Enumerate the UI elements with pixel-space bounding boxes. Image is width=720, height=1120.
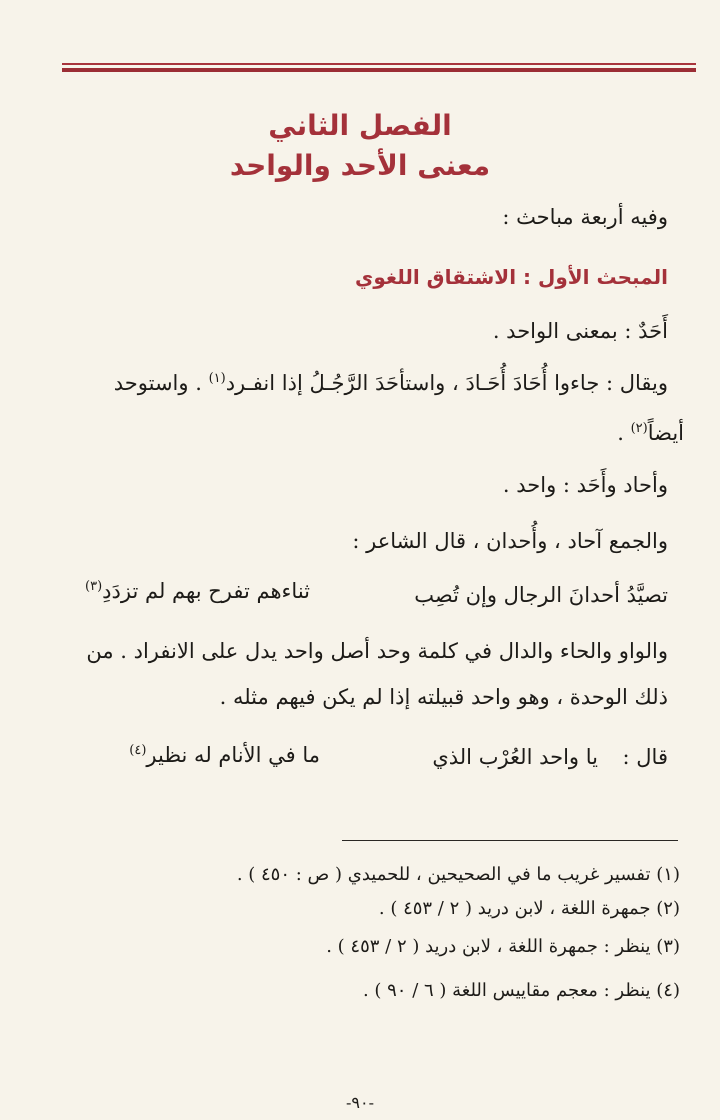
footnote-ref-2: (٢)	[630, 421, 648, 436]
footnote-1: (١) تفسير غريب ما في الصحيحين ، للحميدي ( ص : ٤٥٠ ) .	[236, 864, 680, 885]
section-heading: المبحث الأول : الاشتقاق اللغوي	[355, 265, 668, 289]
footnote-ref-1: (١)	[208, 371, 226, 386]
footnote-2: (٢) جمهرة اللغة ، لابن دريد ( ٢ / ٤٥٣ ) .	[378, 898, 680, 919]
verse-1-hemistich-1: تصيَّدُ أحدانَ الرجال وإن تُصِب	[414, 583, 668, 607]
paragraph-2-tail: . واستوحد	[113, 371, 209, 395]
verse-1-hemistich-2: ثناءهم تفرح بهم لم تزدَدِ	[102, 579, 310, 603]
paragraph-2-line-2	[40, 418, 684, 448]
header-rule-thin	[62, 63, 696, 65]
footnote-separator	[342, 840, 678, 841]
paragraph-5-line-2: ذلك الوحدة ، وهو واحد قبيلته إذا لم يكن فيهم مثله .	[219, 685, 668, 709]
paragraph-2b-tail: .	[617, 421, 631, 445]
paragraph-2-line-1	[40, 368, 668, 398]
paragraph-5-line-1: والواو والحاء والدال في كلمة وحد أصل واحد يدل على الانفراد . من	[86, 639, 668, 663]
footnote-3: (٣) ينظر : جمهرة اللغة ، لابن دريد ( ٢ / ٤٥٣ ) .	[326, 936, 680, 957]
paragraph-2-text: ويقال : جاءوا أُحَادَ أُحَـادَ ، واستأحَدَ الرَّجُـلُ إذا انفـرد	[225, 371, 668, 395]
header-double-rule	[62, 63, 696, 73]
paragraph-3: وأحاد وأَحَد : واحد .	[502, 473, 668, 497]
verse-2-hemistich-1: يا واحد العُرْب الذي	[432, 745, 598, 769]
verse-2-hemistich-2-wrap	[129, 740, 320, 770]
footnote-4: (٤) ينظر : معجم مقاييس اللغة ( ٦ / ٩٠ ) .	[362, 980, 680, 1001]
footnote-ref-4: (٤)	[129, 743, 147, 758]
chapter-title: الفصل الثاني	[268, 109, 452, 142]
verse-1-hemistich-2-wrap	[85, 576, 310, 606]
intro-text: وفيه أربعة مباحث :	[502, 205, 668, 229]
paragraph-2b-text: أيضاً	[647, 421, 684, 445]
page-number: -٩٠-	[346, 1093, 374, 1112]
chapter-subtitle: معنى الأحد والواحد	[229, 149, 491, 182]
header-rule-thick	[62, 68, 696, 72]
footnote-ref-3: (٣)	[85, 579, 103, 594]
verse-2-hemistich-2: ما في الأنام له نظير	[146, 743, 320, 767]
paragraph-1: أَحَدٌ : بمعنى الواحد .	[492, 319, 668, 343]
paragraph-4: والجمع آحاد ، وأُحدان ، قال الشاعر :	[352, 529, 668, 553]
verse-2-label: قال :	[622, 745, 668, 769]
